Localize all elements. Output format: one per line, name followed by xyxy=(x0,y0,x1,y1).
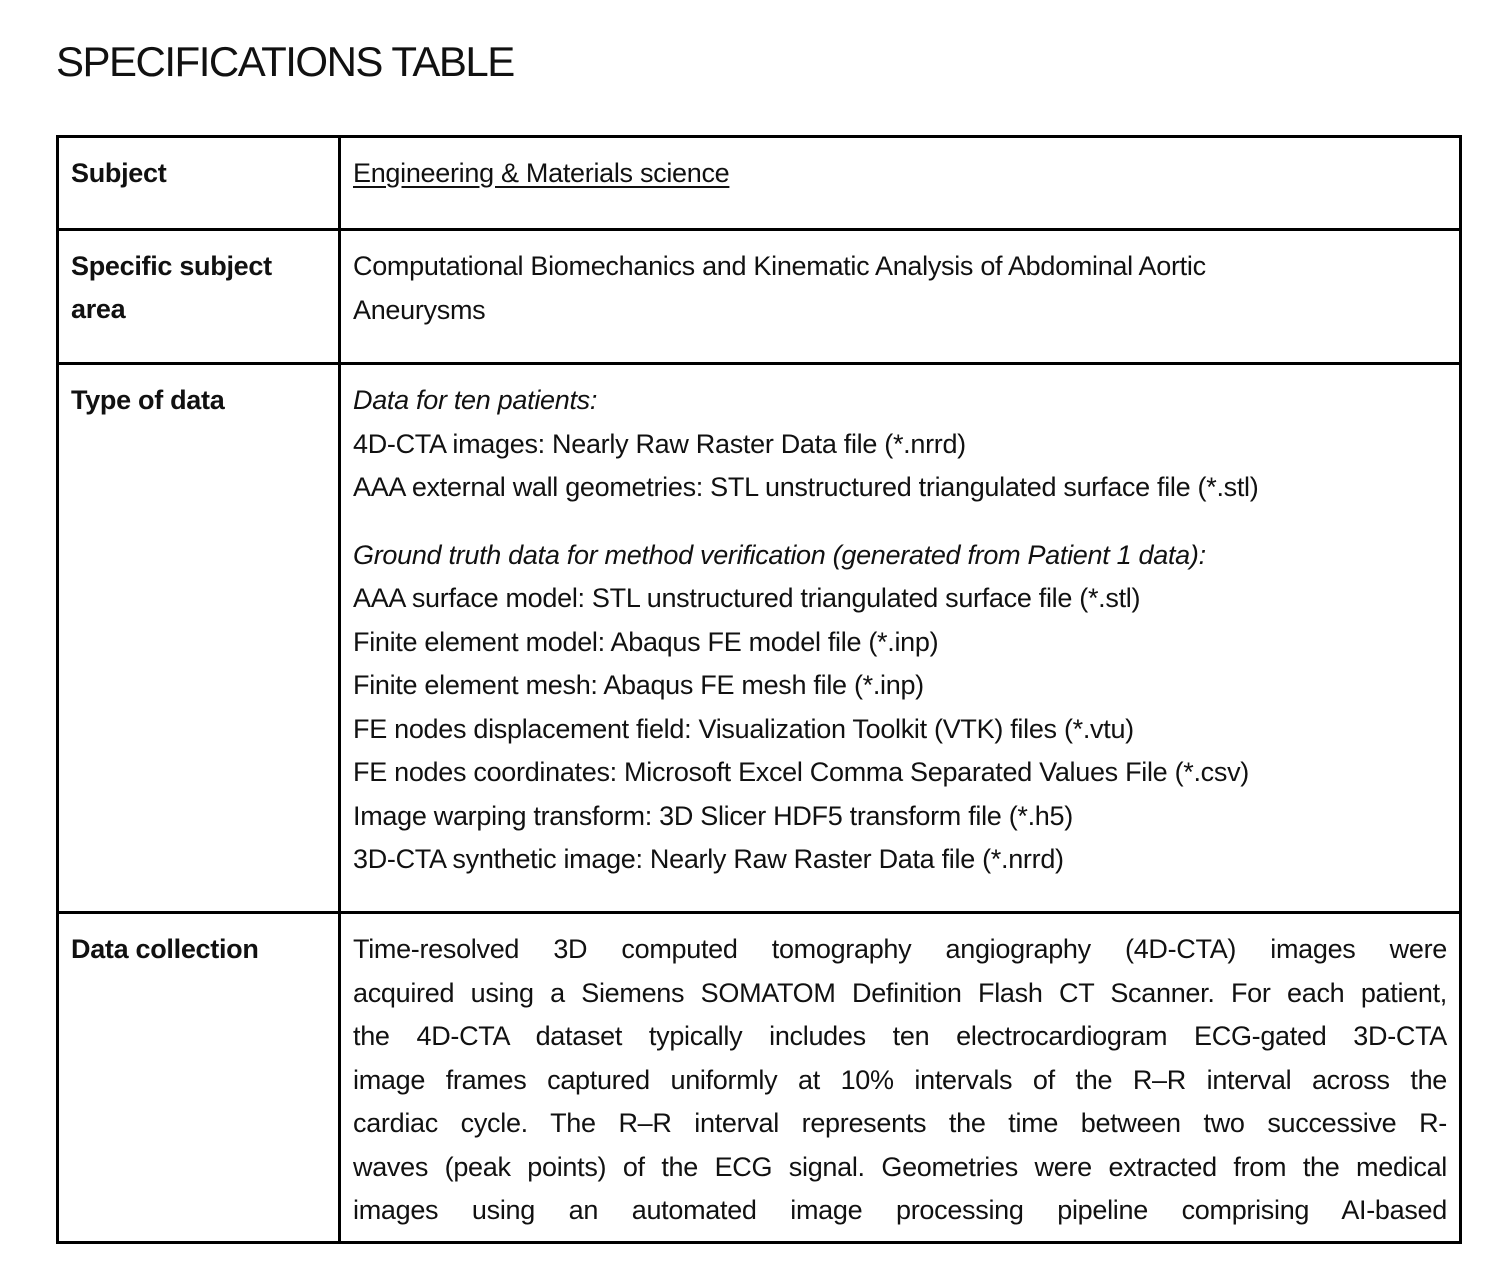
group-heading-ground-truth: Ground truth data for method verification (generated from Patient 1 data): xyxy=(353,539,1206,570)
data-type-item: FE nodes coordinates: Microsoft Excel Comma Separated Values File (*.csv) xyxy=(353,757,1249,787)
table-row-type-of-data xyxy=(58,364,1461,913)
data-type-item: Finite element mesh: Abaqus FE mesh file (*.inp) xyxy=(353,670,924,700)
paragraph-line: acquired using a Siemens SOMATOM Definition Flash CT Scanner. For each patient, xyxy=(353,977,1447,1008)
value-cell xyxy=(340,913,1461,1243)
data-type-item: Finite element model: Abaqus FE model file (*.inp) xyxy=(353,626,939,657)
row-label-data-collection: Data collection xyxy=(71,934,259,964)
row-label-type-of-data: Type of data xyxy=(71,385,225,415)
specifications-table xyxy=(56,135,1462,1244)
label-cell xyxy=(58,913,340,1243)
table-row-subject xyxy=(58,137,1461,230)
value-cell xyxy=(340,137,1461,230)
table-row-specific-subject-area xyxy=(58,230,1461,364)
data-type-item: AAA external wall geometries: STL unstructured triangulated surface file (*.stl) xyxy=(353,472,1259,502)
value-cell xyxy=(340,230,1461,364)
paragraph-line: Time-resolved 3D computed tomography angiography (4D-CTA) images were xyxy=(353,934,1447,964)
label-cell xyxy=(58,230,340,364)
row-label-subject: Subject xyxy=(71,158,167,188)
row-label-line: area xyxy=(71,294,126,324)
paragraph-line: the 4D-CTA dataset typically includes ten electrocardiogram ECG-gated 3D-CTA xyxy=(353,1021,1447,1051)
paragraph-line: image frames captured uniformly at 10% intervals of the R–R interval across the xyxy=(353,1064,1447,1095)
subject-link[interactable]: Engineering & Materials science xyxy=(353,158,730,188)
area-line: Aneurysms xyxy=(353,294,486,325)
paragraph-line: waves (peak points) of the ECG signal. Geometries were extracted from the medical xyxy=(353,1151,1447,1182)
group-heading-patients: Data for ten patients: xyxy=(353,385,598,415)
data-type-item: Image warping transform: 3D Slicer HDF5 transform file (*.h5) xyxy=(353,800,1073,831)
area-line: Computational Biomechanics and Kinematic Analysis of Abdominal Aortic xyxy=(353,251,1206,281)
value-cell xyxy=(340,364,1461,913)
page-title: SPECIFICATIONS TABLE xyxy=(56,38,514,85)
data-type-item: 4D-CTA images: Nearly Raw Raster Data file (*.nrrd) xyxy=(353,428,966,459)
label-cell xyxy=(58,364,340,913)
paragraph-line: cardiac cycle. The R–R interval represents the time between two successive R- xyxy=(353,1108,1447,1138)
data-collection-paragraph xyxy=(341,914,1459,1233)
data-type-item: FE nodes displacement field: Visualization Toolkit (VTK) files (*.vtu) xyxy=(353,713,1134,744)
label-cell xyxy=(58,137,340,230)
table-row-data-collection xyxy=(58,913,1461,1243)
row-label-line: Specific subject xyxy=(71,251,272,281)
row-label-specific-subject-area xyxy=(59,231,338,331)
paragraph-line: images using an automated image processing pipeline comprising AI-based xyxy=(353,1195,1447,1225)
data-type-item: 3D-CTA synthetic image: Nearly Raw Raster Data file (*.nrrd) xyxy=(353,844,1064,874)
data-type-item: AAA surface model: STL unstructured triangulated surface file (*.stl) xyxy=(353,583,1141,613)
